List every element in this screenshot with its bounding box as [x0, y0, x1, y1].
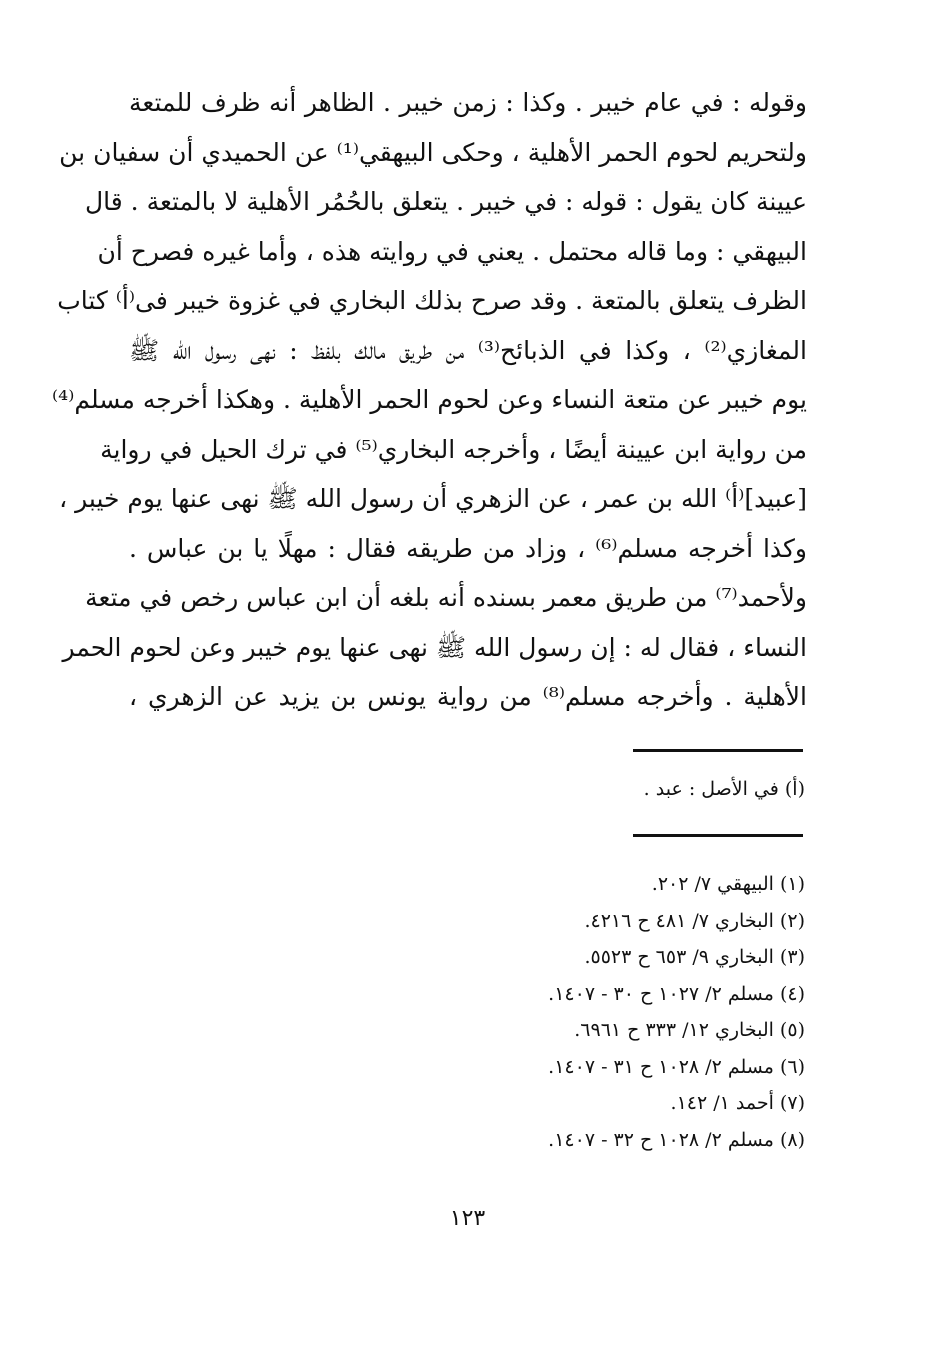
- footnote-8: (٨) مسلم ٢/ ١٠٢٨ ح ٣٢ - ١٤٠٧.: [548, 1128, 805, 1151]
- body-line-7: يوم خيبر عن متعة النساء وعن لحوم الحمر الأهلية . وهكذا أخرجه مسلم⁽⁴⁾: [52, 385, 807, 414]
- main-text-block: [52, 78, 807, 722]
- body-line-6: المغازي⁽²⁾ ، وكذا في الذبائح⁽³⁾ من طريق مالك بلفظ : نهى رسول الله ﷺ: [129, 335, 807, 365]
- body-line-4: البيهقي : وما قاله محتمل . يعني في روايته هذه ، وأما غيره فصرح أن: [97, 236, 807, 266]
- body-line-10: وكذا أخرجه مسلم⁽⁶⁾ ، وزاد من طريقه فقال : مهلًا يا بن عباس .: [129, 533, 807, 563]
- body-line-9: [عبيد]⁽أ⁾ الله بن عمر ، عن الزهري أن رسول الله ﷺ نهى عنها يوم خيبر ،: [59, 484, 807, 513]
- footnote-1: (١) البيهقي ٧/ ٢٠٢.: [651, 873, 805, 895]
- body-line-2: ولتحريم لحوم الحمر الأهلية ، وحكى البيهقي⁽¹⁾ عن الحميدي أن سفيان بن: [59, 137, 807, 167]
- footnote-7: (٧) أحمد ١/ ١٤٢.: [670, 1092, 805, 1114]
- footnote-6: (٦) مسلم ٢/ ١٠٢٨ ح ٣١ - ١٤٠٧.: [548, 1055, 805, 1078]
- body-line-13: الأهلية . وأخرجه مسلم⁽⁸⁾ من رواية يونس بن يزيد عن الزهري ،: [129, 682, 807, 711]
- footnote-4: (٤) مسلم ٢/ ١٠٢٧ ح ٣٠ - ١٤٠٧.: [548, 982, 805, 1005]
- textual-note: (أ) في الأصل : عبد .: [643, 778, 805, 800]
- footnote-separator-bottom: [633, 834, 803, 837]
- footnote-2: (٢) البخاري ٧/ ٤٨١ ح ٤٢١٦.: [584, 909, 805, 932]
- footnotes-list: [548, 866, 805, 1158]
- page-number: ١٢٣: [449, 1206, 486, 1231]
- body-line-5: الظرف يتعلق بالمتعة . وقد صرح بذلك البخاري في غزوة خيبر فى⁽أ⁾ كتاب: [57, 286, 807, 315]
- body-line-11: ولأحمد⁽⁷⁾ من طريق معمر بسنده أنه بلغه أن ابن عباس رخص في متعة: [85, 583, 807, 612]
- body-line-1: وقوله : في عام خيبر . وكذا : زمن خيبر . الظاهر أنه ظرف للمتعة: [129, 88, 807, 117]
- footnote-3: (٣) البخاري ٩/ ٦٥٣ ح ٥٥٢٣.: [584, 946, 805, 968]
- body-line-12: النساء ، فقال له : إن رسول الله ﷺ نهى عنها يوم خيبر وعن لحوم الحمر: [62, 632, 807, 662]
- body-line-3: عيينة كان يقول : قوله : في خيبر . يتعلق بالحُمُر الأهلية لا بالمتعة . قال: [85, 187, 807, 216]
- footnote-5: (٥) البخاري ١٢/ ٣٣٣ ح ٦٩٦١.: [574, 1019, 805, 1041]
- body-line-8: من رواية ابن عيينة أيضًا ، وأخرجه البخاري⁽⁵⁾ في ترك الحيل في رواية: [100, 434, 807, 464]
- footnote-separator-top: [633, 749, 803, 752]
